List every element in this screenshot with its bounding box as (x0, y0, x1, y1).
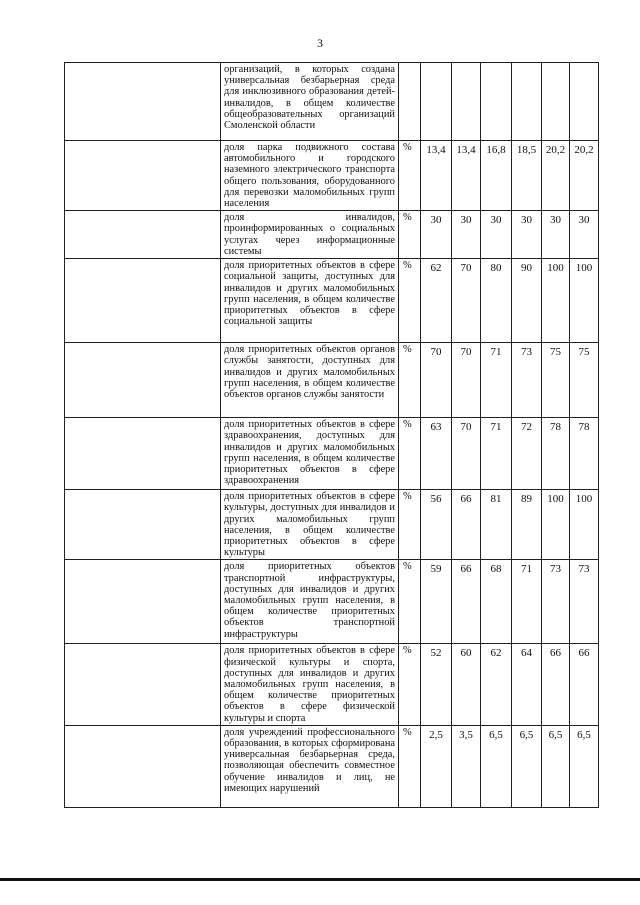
indicator-value-6: 78 (570, 418, 599, 490)
table-row (65, 560, 599, 644)
indicator-value-1: 62 (421, 259, 452, 343)
indicator-value-3: 71 (481, 343, 512, 418)
indicator-value-1: 30 (421, 211, 452, 259)
indicator-value-1: 13,4 (421, 141, 452, 211)
table-row (65, 490, 599, 560)
indicator-unit: % (399, 725, 421, 807)
indicator-value-6 (570, 63, 599, 141)
indicator-value-4: 6,5 (512, 725, 542, 807)
indicator-value-5: 100 (542, 259, 570, 343)
empty-cell (65, 141, 221, 211)
indicator-value-3: 62 (481, 644, 512, 725)
indicator-description: доля инвалидов, проинформированных о социальных услугах через информационные системы (221, 211, 399, 259)
indicator-value-5: 78 (542, 418, 570, 490)
indicator-value-4: 72 (512, 418, 542, 490)
indicator-value-5: 100 (542, 490, 570, 560)
indicator-value-5: 75 (542, 343, 570, 418)
indicator-unit: % (399, 211, 421, 259)
indicator-unit (399, 63, 421, 141)
empty-cell (65, 211, 221, 259)
table-row (65, 141, 599, 211)
indicator-value-3: 68 (481, 560, 512, 644)
empty-cell (65, 63, 221, 141)
empty-cell (65, 259, 221, 343)
indicator-value-3: 81 (481, 490, 512, 560)
indicator-value-6: 73 (570, 560, 599, 644)
indicator-value-3: 80 (481, 259, 512, 343)
empty-cell (65, 560, 221, 644)
indicator-value-4: 73 (512, 343, 542, 418)
indicator-unit: % (399, 644, 421, 725)
indicator-value-1: 56 (421, 490, 452, 560)
indicator-value-4: 71 (512, 560, 542, 644)
indicator-unit: % (399, 490, 421, 560)
indicator-value-5: 6,5 (542, 725, 570, 807)
indicator-value-6: 100 (570, 490, 599, 560)
indicator-unit: % (399, 560, 421, 644)
indicator-value-5: 66 (542, 644, 570, 725)
indicator-value-2: 30 (452, 211, 481, 259)
indicator-value-1: 63 (421, 418, 452, 490)
table-row (65, 418, 599, 490)
indicator-unit: % (399, 259, 421, 343)
indicator-value-3: 30 (481, 211, 512, 259)
indicator-value-3 (481, 63, 512, 141)
indicator-value-5: 30 (542, 211, 570, 259)
table-row (65, 211, 599, 259)
page-number: 3 (317, 36, 323, 50)
indicator-description: доля приоритетных объектов транспортной инфраструктуры, доступных для инвалидов и других маломобильных групп населения, в общем количестве приоритетных объектов транспортной инфраструктуры (221, 560, 399, 644)
indicator-value-2: 66 (452, 560, 481, 644)
indicator-value-6: 75 (570, 343, 599, 418)
indicator-value-6: 6,5 (570, 725, 599, 807)
indicator-value-2: 70 (452, 418, 481, 490)
indicator-value-3: 71 (481, 418, 512, 490)
empty-cell (65, 418, 221, 490)
indicator-unit: % (399, 343, 421, 418)
indicator-value-1 (421, 63, 452, 141)
indicator-value-1: 70 (421, 343, 452, 418)
indicator-value-4: 89 (512, 490, 542, 560)
indicator-value-2: 70 (452, 259, 481, 343)
empty-cell (65, 644, 221, 725)
indicator-value-6: 30 (570, 211, 599, 259)
bottom-rule (0, 878, 640, 881)
indicator-value-1: 59 (421, 560, 452, 644)
indicator-description: доля приоритетных объектов органов службы занятости, доступных для инвалидов и других маломобильных групп населения, в общем количестве объектов органов службы занятости (221, 343, 399, 418)
indicator-value-5 (542, 63, 570, 141)
indicator-value-3: 16,8 (481, 141, 512, 211)
indicator-value-2: 70 (452, 343, 481, 418)
indicator-value-5: 20,2 (542, 141, 570, 211)
indicator-unit: % (399, 141, 421, 211)
indicator-value-2: 60 (452, 644, 481, 725)
indicator-value-6: 66 (570, 644, 599, 725)
indicator-value-4: 18,5 (512, 141, 542, 211)
empty-cell (65, 725, 221, 807)
indicator-description: доля приоритетных объектов в сфере здравоохранения, доступных для инвалидов и других маломобильных групп населения, в общем количестве приоритетных объектов в сфере здравоохранения (221, 418, 399, 490)
indicator-value-2: 66 (452, 490, 481, 560)
indicator-value-4 (512, 63, 542, 141)
table-row (65, 63, 599, 141)
indicator-value-3: 6,5 (481, 725, 512, 807)
indicator-value-2: 13,4 (452, 141, 481, 211)
indicator-value-2: 3,5 (452, 725, 481, 807)
indicator-value-6: 100 (570, 259, 599, 343)
indicator-value-5: 73 (542, 560, 570, 644)
table-row (65, 725, 599, 807)
indicator-value-4: 90 (512, 259, 542, 343)
table-row (65, 259, 599, 343)
indicator-description: организаций, в которых создана универсальная безбарьерная среда для инклюзивного образования детей-инвалидов, в общем количестве общеобразовательных организаций Смоленской области (221, 63, 399, 141)
indicator-description: доля учреждений профессионального образования, в которых сформирована универсальная безбарьерная среда, позволяющая обеспечить совместное обучение инвалидов и лиц, не имеющих нарушений (221, 725, 399, 807)
table-row (65, 644, 599, 725)
indicator-description: доля приоритетных объектов в сфере физической культуры и спорта, доступных для инвалидов и других маломобильных групп населения, в общем количестве приоритетных объектов в сфере физической культуры и спорта (221, 644, 399, 725)
empty-cell (65, 490, 221, 560)
indicator-description: доля приоритетных объектов в сфере социальной защиты, доступных для инвалидов и других маломобильных групп населения, в общем количестве приоритетных объектов в сфере социальной защиты (221, 259, 399, 343)
table-row (65, 343, 599, 418)
indicator-value-2 (452, 63, 481, 141)
indicator-value-1: 52 (421, 644, 452, 725)
indicator-value-4: 30 (512, 211, 542, 259)
indicator-description: доля приоритетных объектов в сфере культуры, доступных для инвалидов и других маломобильных групп населения, в общем количестве приоритетных объектов в сфере культуры (221, 490, 399, 560)
indicator-unit: % (399, 418, 421, 490)
indicator-value-1: 2,5 (421, 725, 452, 807)
indicator-value-4: 64 (512, 644, 542, 725)
indicator-description: доля парка подвижного состава автомобильного и городского наземного электрического транспорта общего пользования, оборудованного для перевозки маломобильных групп населения (221, 141, 399, 211)
empty-cell (65, 343, 221, 418)
indicators-table (64, 62, 599, 808)
indicator-value-6: 20,2 (570, 141, 599, 211)
